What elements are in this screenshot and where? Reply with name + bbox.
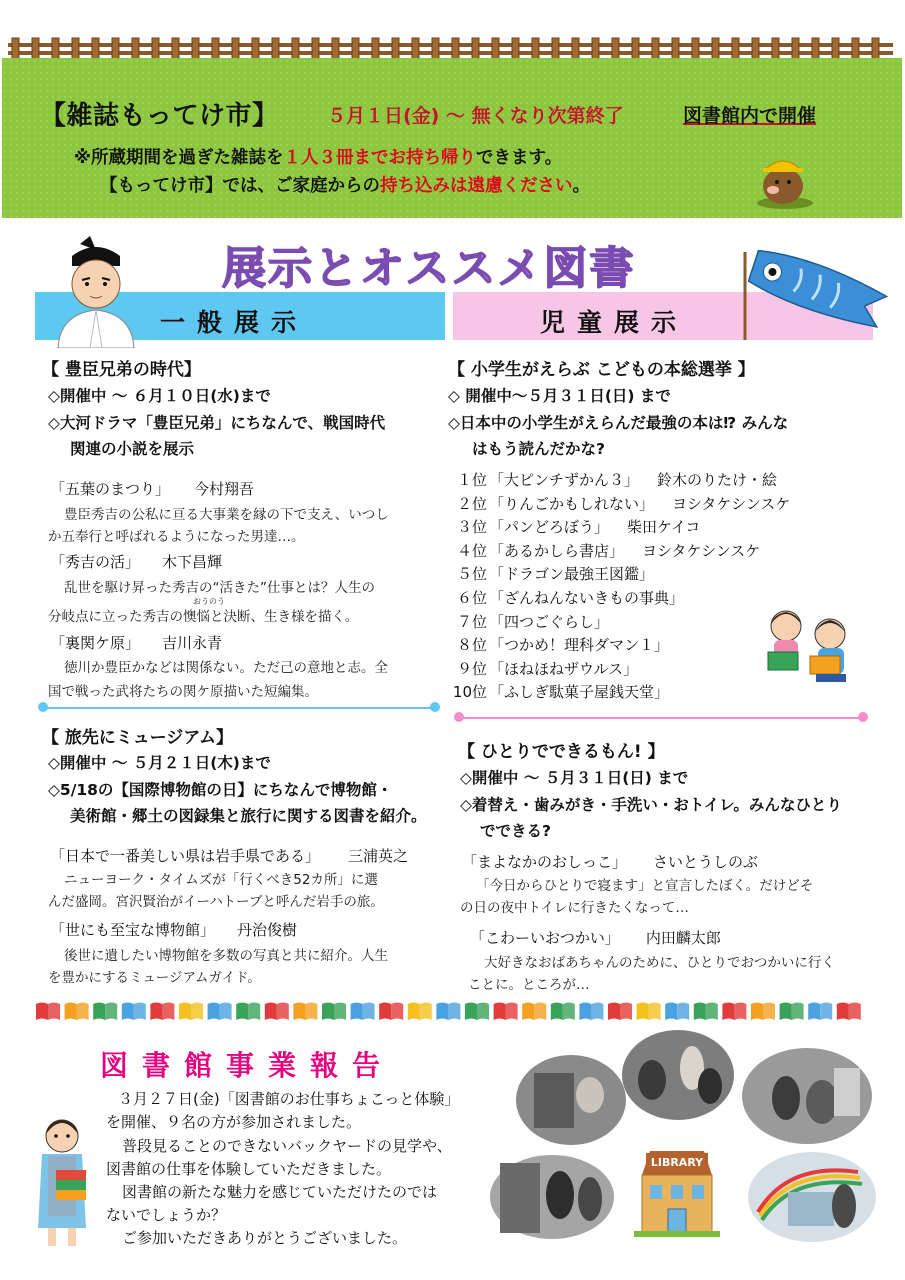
kids-election-note-1: ◇日本中の小学生がえらんだ最強の本は⁉ みんな <box>448 414 789 432</box>
book-description: 国で戦った武将たちの関ケ原描いた短編集。 <box>48 684 318 700</box>
ranking-item: ７位 「四つごぐらし」 <box>456 612 610 631</box>
book-description: 「今日からひとりで寝ます」と宣言したぼく。だけどそ <box>476 878 814 894</box>
toyotomi-note-2: 関連の小説を展示 <box>70 440 195 458</box>
report-text: ３月２７日(金)「図書館のお仕事ちょこっと体験」 <box>118 1090 460 1108</box>
book-description: んだ盛岡。宮沢賢治がイーハトーブと呼んだ岩手の旅。 <box>48 894 384 910</box>
noble-icon <box>50 236 142 348</box>
kids-election-period: ◇ 開催中～５月３１日(日) まで <box>448 387 671 405</box>
section-divider <box>458 717 863 719</box>
report-text: ないでしょうか？ <box>106 1206 227 1224</box>
hitori-note-2: でできる? <box>480 822 551 840</box>
ranking-item: 10位 「ふしぎ駄菓子屋銭天堂」 <box>452 683 670 702</box>
ranking-item: １位 「大ピンチずかん３」 鈴木のりたけ・絵 <box>456 471 778 489</box>
library-sign: LIBRARY <box>650 1156 704 1169</box>
book-description: を豊かにするミュージアムガイド。 <box>48 970 261 986</box>
section-divider <box>42 707 435 709</box>
exhibition-title: 展示とオススメ図書 <box>222 243 636 294</box>
book-border-icon <box>35 1000 865 1022</box>
hitori-note-1: ◇着替え・歯みがき・手洗い・おトイレ。みんなひとり <box>460 796 842 814</box>
librarian-icon <box>28 1110 98 1250</box>
divider-dot <box>454 712 464 722</box>
activity-photo <box>490 1155 615 1240</box>
book-description: 分岐点に立った秀吉の懊悩と決断、生き様を描く。 <box>48 609 359 625</box>
divider-dot <box>858 712 868 722</box>
museum-note-2: 美術館・郷土の図録集と旅行に関する図書を紹介。 <box>70 807 427 825</box>
ranking-item: ５位 「ドラゴン最強王図鑑」 <box>456 565 655 584</box>
book-description: 乱世を駆け昇った秀吉の“活きた”仕事とは？人生の <box>64 580 375 596</box>
toyotomi-period: ◇開催中 ～ ６月１０日(水)まで <box>48 387 271 405</box>
divider-dot <box>430 702 440 712</box>
banner-note-2: 【もってけ市】では、ご家庭からの持ち込みは遠慮ください。 <box>100 176 590 196</box>
book-description: 豊臣秀吉の公私に亘る大事業を縁の下で支え、いつし <box>64 507 389 523</box>
report-text: 普段見ることのできないバックヤードの見学や、 <box>122 1137 452 1155</box>
report-text: を開催、９名の方が参加されました。 <box>106 1113 362 1131</box>
book-title: 「裏関ケ原」 吉川永青 <box>50 634 223 652</box>
fence-icon <box>8 36 893 60</box>
ranking-item: ４位 「あるかしら書店」 ヨシタケシンスケ <box>456 541 761 560</box>
activity-photo <box>742 1048 872 1144</box>
activity-photo <box>622 1030 734 1120</box>
book-description: 後世に遺したい博物館を多数の写真と共に紹介。人生 <box>64 948 388 964</box>
kids-exhibit-label: 児童展示 <box>540 308 689 337</box>
book-description: の日の夜中トイレに行きたくなって… <box>460 900 689 916</box>
hitori-heading: 【 ひとりでできるもん! 】 <box>458 742 665 762</box>
kids-election-heading: 【 小学生がえらぶ こどもの本総選挙 】 <box>448 360 755 380</box>
ranking-item: ６位 「ざんねんないきもの事典」 <box>456 588 685 607</box>
banner-title: 【雑誌もってけ市】 <box>40 101 279 131</box>
book-description: ことに。ところが… <box>468 977 590 993</box>
report-title: 図書館事業報告 <box>100 1049 395 1082</box>
report-text: 図書館の仕事を体験していただきました。 <box>106 1160 392 1178</box>
ranking-item: ８位 「つかめ！理科ダマン１」 <box>456 636 670 655</box>
book-title: 「こわーいおつかい」 内田麟太郎 <box>470 929 721 947</box>
ranking-item: ９位 「ほねほねザウルス」 <box>456 659 639 678</box>
furigana: おうのう <box>193 597 225 606</box>
library-building-icon <box>628 1145 726 1237</box>
report-text: 図書館の新たな魅力を感じていただけたのでは <box>122 1183 438 1201</box>
koinobori-icon <box>735 250 895 340</box>
ranking-item: ２位 「りんごかもしれない」 ヨシタケシンスケ <box>456 494 791 513</box>
banner-venue: 図書館内で開催 <box>683 105 817 127</box>
book-description: 大好きなおばあちゃんのために、ひとりでおつかいに行く <box>484 955 835 971</box>
mole-icon <box>745 148 815 210</box>
general-exhibit-label: 一般展示 <box>160 308 309 337</box>
banner-note-1: ※所蔵期間を過ぎた雑誌を１人３冊までお持ち帰りできます。 <box>74 148 563 168</box>
book-description: か五奉行と呼ばれるようになった男達…。 <box>48 529 305 545</box>
ranking-list <box>445 469 790 705</box>
kids-reading-icon <box>760 600 860 690</box>
book-title: 「日本で一番美しい県は岩手県である」 三浦英之 <box>50 847 409 865</box>
kids-election-note-2: はもう読んだかな? <box>472 440 605 458</box>
book-description: 徳川か豊臣かなどは関係ない。ただ己の意地と志。全 <box>64 660 388 676</box>
toyotomi-heading: 【 豊臣兄弟の時代】 <box>42 360 201 380</box>
museum-heading: 【 旅先にミュージアム】 <box>42 728 234 748</box>
museum-period: ◇開催中 ～ ５月２１日(木)まで <box>48 754 271 772</box>
divider-dot <box>38 702 48 712</box>
book-title: 「世にも至宝な博物館」 丹治俊樹 <box>50 921 298 939</box>
toyotomi-note-1: ◇大河ドラマ「豊臣兄弟」にちなんで、戦国時代 <box>48 414 386 432</box>
book-title: 「まよなかのおしっこ」 さいとうしのぶ <box>462 853 759 871</box>
report-text: ご参加いただきありがとうございました。 <box>122 1229 408 1247</box>
book-title: 「秀吉の活」 木下昌輝 <box>50 553 223 571</box>
activity-photo <box>748 1152 876 1242</box>
hitori-period: ◇開催中 ～ ５月３１日(日) まで <box>460 769 689 787</box>
ranking-item: ３位 「パンどろぼう」 柴田ケイコ <box>456 518 701 537</box>
museum-note-1: ◇5/18の【国際博物館の日】にちなんで博物館・ <box>48 781 393 799</box>
book-description: ニューヨーク・タイムズが「行くべき52カ所」に選 <box>64 872 378 888</box>
book-title: 「五葉のまつり」 今村翔吾 <box>50 480 255 498</box>
activity-photo <box>516 1055 626 1145</box>
banner-date: ５月１日(金) ～ 無くなり次第終了 <box>327 105 624 127</box>
